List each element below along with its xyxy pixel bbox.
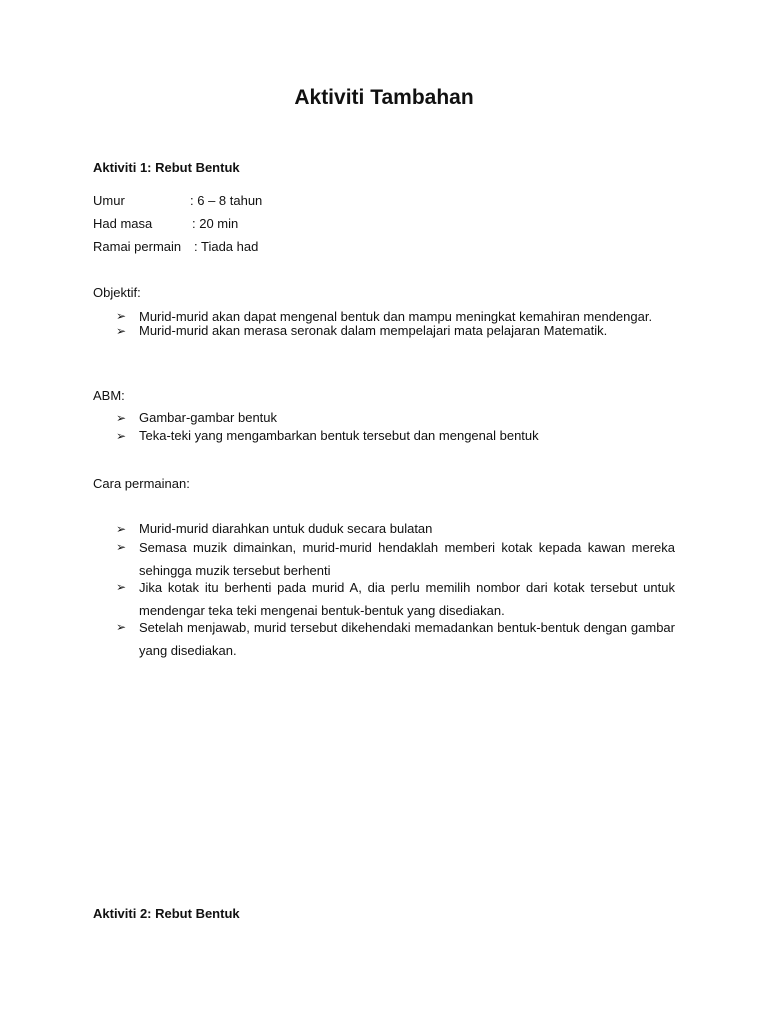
- info-label: Ramai permain: [93, 239, 182, 254]
- abm-list: [116, 409, 675, 445]
- list-item: [116, 616, 675, 662]
- method-heading: Cara permainan:: [93, 476, 190, 491]
- arrow-bullet-icon: ➢: [116, 309, 127, 323]
- abm-heading: ABM:: [93, 388, 125, 403]
- list-item-text: Setelah menjawab, murid tersebut dikehendaki memadankan bentuk-bentuk dengan gambar yang disediakan.: [139, 620, 675, 658]
- list-item-text: Murid-murid akan merasa seronak dalam mempelajari mata pelajaran Matematik.: [139, 323, 608, 338]
- info-row-players: [93, 238, 493, 261]
- list-item-text: Semasa muzik dimainkan, murid-murid hendaklah memberi kotak kepada kawan mereka sehingga muzik tersebut berhenti: [139, 540, 675, 578]
- arrow-bullet-icon: ➢: [116, 324, 127, 338]
- list-item-text: Jika kotak itu berhenti pada murid A, dia perlu memilih nombor dari kotak tersebut untuk mendengar teka teki mengenai bentuk-bentuk yang disediakan.: [139, 580, 675, 618]
- arrow-bullet-icon: ➢: [116, 580, 127, 594]
- info-label: Umur: [93, 193, 125, 208]
- method-list: [116, 520, 675, 662]
- list-item: [116, 427, 675, 445]
- list-item-text: Teka-teki yang mengambarkan bentuk tersebut dan mengenal bentuk: [139, 428, 539, 443]
- arrow-bullet-icon: ➢: [116, 429, 127, 443]
- list-item-text: Murid-murid diarahkan untuk duduk secara bulatan: [139, 521, 433, 536]
- info-row-age: [93, 192, 493, 215]
- objective-heading: Objektif:: [93, 285, 141, 300]
- activity-1-info: [93, 192, 493, 261]
- info-label: Had masa: [93, 216, 153, 231]
- objective-list: [116, 305, 675, 340]
- arrow-bullet-icon: ➢: [116, 411, 127, 425]
- info-row-time-limit: [93, 215, 493, 238]
- activity-1-heading: Aktiviti 1: Rebut Bentuk: [93, 160, 240, 175]
- arrow-bullet-icon: ➢: [116, 522, 127, 536]
- list-item: [116, 409, 675, 427]
- arrow-bullet-icon: ➢: [116, 540, 127, 554]
- document-title: Aktiviti Tambahan: [294, 86, 474, 109]
- list-item: [116, 322, 675, 340]
- info-value: : 20 min: [192, 216, 239, 231]
- info-value: : 6 – 8 tahun: [190, 193, 263, 208]
- info-value: : Tiada had: [194, 239, 259, 254]
- activity-2-heading: Aktiviti 2: Rebut Bentuk: [93, 906, 240, 921]
- arrow-bullet-icon: ➢: [116, 620, 127, 634]
- list-item-text: Murid-murid akan dapat mengenal bentuk dan mampu meningkat kemahiran mendengar.: [139, 309, 653, 324]
- list-item-text: Gambar-gambar bentuk: [139, 410, 278, 425]
